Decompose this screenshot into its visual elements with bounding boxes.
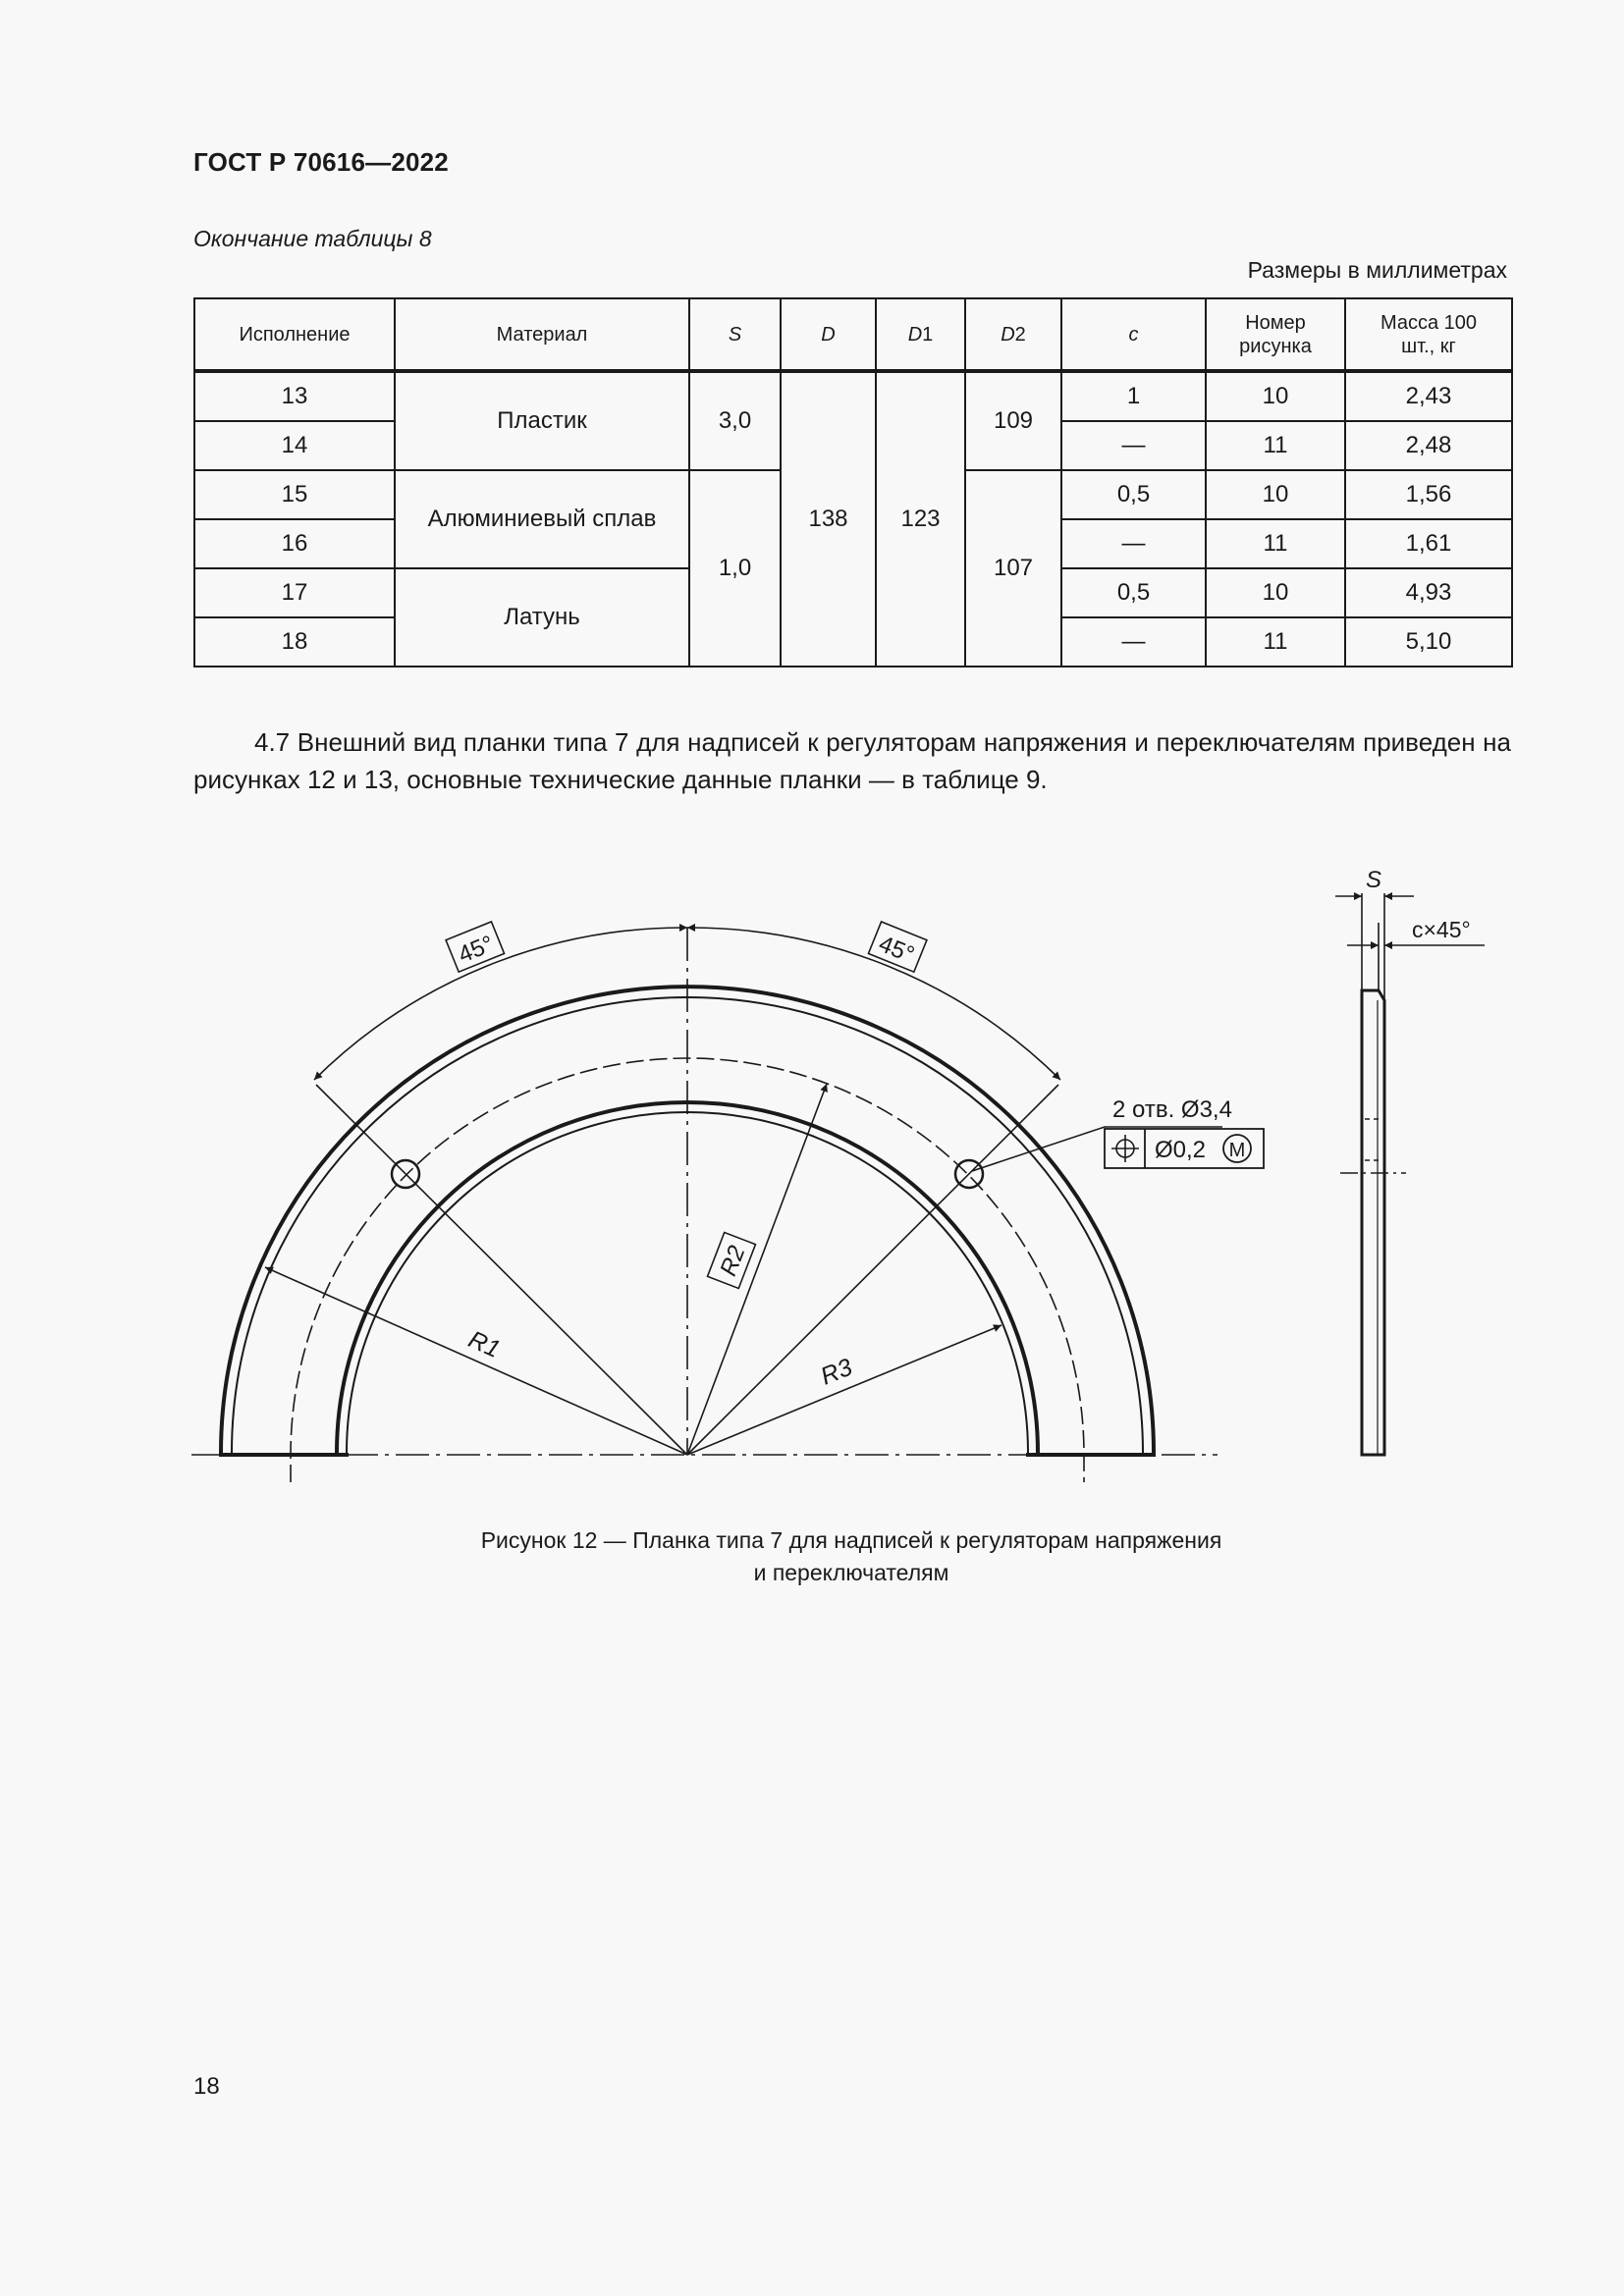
cell-execution: 16 (194, 519, 395, 568)
cell-mass: 1,61 (1345, 519, 1512, 568)
cell-figure-number: 11 (1206, 519, 1345, 568)
figure-caption (0, 1524, 1624, 1589)
cell-c: 0,5 (1061, 470, 1206, 519)
radius-r1-label: R1 (463, 1325, 505, 1363)
col-header-s: S (689, 298, 781, 371)
cell-figure-number: 11 (1206, 617, 1345, 667)
page-number: 18 (193, 2073, 220, 2100)
col-header-figure-number: Номер рисунка (1206, 298, 1345, 371)
radius-r3-leader (687, 1325, 1001, 1455)
cell-c: 0,5 (1061, 568, 1206, 617)
cell-mass: 2,43 (1345, 371, 1512, 421)
col-header-d: D (781, 298, 876, 371)
cell-execution: 18 (194, 617, 395, 667)
cell-c: — (1061, 617, 1206, 667)
cell-material: Алюминиевый сплав (395, 470, 689, 568)
angle-label-right: 45° (875, 931, 918, 969)
cell-c: — (1061, 421, 1206, 470)
cell-c: — (1061, 519, 1206, 568)
radius-r2-label-group (708, 1233, 756, 1289)
cell-s: 3,0 (689, 371, 781, 470)
chamfer-note: c×45° (1412, 917, 1471, 942)
holes-note: 2 отв. Ø3,4 (1112, 1096, 1232, 1123)
cell-execution: 14 (194, 421, 395, 470)
cell-mass: 5,10 (1345, 617, 1512, 667)
cell-material: Латунь (395, 568, 689, 667)
cell-material: Пластик (395, 371, 689, 470)
table-caption: Окончание таблицы 8 (193, 226, 432, 251)
angle-label-right-group (868, 922, 926, 972)
radius-r3-label: R3 (816, 1353, 857, 1391)
side-view-profile (1362, 990, 1384, 1455)
figure-caption-line-2: и переключателям (753, 1560, 949, 1585)
cell-mass: 2,48 (1345, 421, 1512, 470)
cell-execution: 17 (194, 568, 395, 617)
radius-r1-leader (265, 1267, 687, 1455)
position-tolerance-icon (1111, 1135, 1139, 1162)
radius-r2-leader (687, 1084, 827, 1455)
cell-execution: 13 (194, 371, 395, 421)
cell-figure-number: 10 (1206, 470, 1345, 519)
cell-figure-number: 10 (1206, 568, 1345, 617)
cell-mass: 4,93 (1345, 568, 1512, 617)
cell-figure-number: 10 (1206, 371, 1345, 421)
thickness-label: S (1365, 867, 1382, 893)
col-header-d2-symbol: D (1001, 323, 1015, 346)
document-code: ГОСТ Р 70616—2022 (193, 147, 449, 177)
figure-caption-line-1: Рисунок 12 — Планка типа 7 для надписей к регуляторам напряжения (480, 1527, 1222, 1553)
cell-c: 1 (1061, 371, 1206, 421)
cell-d1: 123 (876, 371, 965, 667)
radius-r2-label: R2 (715, 1242, 751, 1280)
units-note: Размеры в миллиметрах (1247, 257, 1507, 283)
cell-d2: 107 (965, 470, 1061, 667)
col-header-material: Материал (395, 298, 689, 371)
cell-d: 138 (781, 371, 876, 667)
angle-label-left: 45° (455, 931, 498, 969)
tolerance-modifier: M (1228, 1140, 1246, 1161)
cell-execution: 15 (194, 470, 395, 519)
col-header-c: c (1061, 298, 1206, 371)
ring-right-end (1028, 1453, 1154, 1455)
ring-left-end (221, 1453, 347, 1455)
angle-label-left-group (446, 922, 504, 972)
col-header-d1-index: 1 (922, 323, 934, 346)
col-header-d2-index: 2 (1014, 323, 1026, 346)
col-header-execution: Исполнение (194, 298, 395, 371)
col-header-mass: Масса 100 шт., кг (1345, 298, 1512, 371)
tolerance-value: Ø0,2 (1155, 1137, 1207, 1163)
cell-figure-number: 11 (1206, 421, 1345, 470)
cell-s: 1,0 (689, 470, 781, 667)
col-header-d1-symbol: D (907, 323, 923, 346)
cell-mass: 1,56 (1345, 470, 1512, 519)
body-paragraph: 4.7 Внешний вид планки типа 7 для надписей к регуляторам напряжения и переключателям приведен на рисунках 12 и 13, основные технические данные планки — в таблице 9. (193, 727, 1511, 794)
hole-axis-left (316, 1085, 687, 1455)
cell-d2: 109 (965, 371, 1061, 470)
